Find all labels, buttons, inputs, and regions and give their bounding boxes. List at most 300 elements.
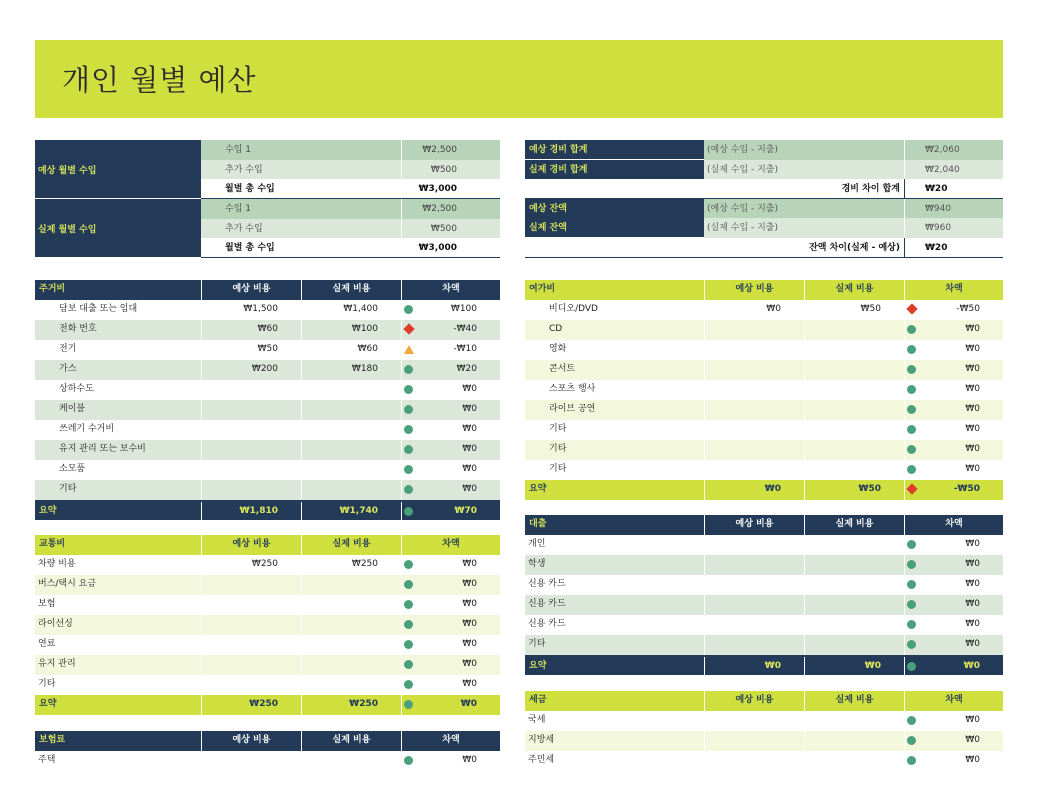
diff-cell <box>904 380 1003 400</box>
table-row <box>35 340 500 360</box>
row-label: 쓰레기 수거비 <box>59 424 115 434</box>
summary-diff-value: ₩0 <box>460 699 477 709</box>
balance-formula: (실제 수입 - 지출) <box>704 218 904 238</box>
status-dot-icon <box>404 507 413 516</box>
row-label: 케이블 <box>59 404 86 414</box>
balance-value[interactable]: ₩940 <box>904 199 1003 219</box>
divider <box>525 257 1003 258</box>
col-header-actual: 실제 비용 <box>804 515 904 535</box>
warning-diamond-icon <box>403 323 414 334</box>
actual-cell[interactable] <box>804 400 904 420</box>
entertainment-header <box>525 280 1003 300</box>
expected-cell[interactable] <box>704 555 804 575</box>
row-label: 담보 대출 또는 임대 <box>59 304 138 314</box>
status-dot-icon <box>907 445 916 454</box>
diff-cell <box>904 575 1003 595</box>
row-label: 기타 <box>38 679 56 689</box>
expected-cell[interactable] <box>704 420 804 440</box>
diff-value: ₩0 <box>965 364 980 374</box>
actual-cell[interactable] <box>804 340 904 360</box>
col-header-category: 대출 <box>529 519 547 529</box>
summary-expected: ₩250 <box>201 695 301 715</box>
expected-cell[interactable]: ₩200 <box>201 360 301 380</box>
expected-cell[interactable] <box>704 340 804 360</box>
balance-formula: (예상 수입 - 지출) <box>704 140 904 160</box>
summary-label: 요약 <box>39 699 57 709</box>
insurance-header <box>35 731 500 751</box>
expected-cell[interactable] <box>704 595 804 615</box>
row-label: 전화 번호 <box>59 324 97 334</box>
row-label: 기타 <box>59 484 77 494</box>
row-label: 지방세 <box>528 735 555 745</box>
table-row <box>525 615 1003 635</box>
table-row <box>35 635 500 655</box>
diff-cell <box>401 460 500 480</box>
diff-cell <box>904 320 1003 340</box>
balance-total-value[interactable]: ₩20 <box>904 179 1003 199</box>
balance-value[interactable]: ₩960 <box>904 218 1003 238</box>
entertainment-table <box>525 280 1003 500</box>
summary-diff-value: ₩0 <box>963 661 980 671</box>
summary-diff <box>904 480 1003 500</box>
status-dot-icon <box>404 756 413 765</box>
diff-cell <box>401 440 500 460</box>
income-value[interactable]: ₩3,000 <box>401 179 500 199</box>
expected-cell[interactable] <box>201 615 301 635</box>
expected-cell[interactable] <box>201 380 301 400</box>
expected-cell[interactable] <box>201 675 301 695</box>
diff-value: -₩50 <box>956 304 980 314</box>
actual-cell[interactable] <box>301 635 401 655</box>
expected-cell[interactable] <box>704 400 804 420</box>
diff-cell <box>401 595 500 615</box>
status-dot-icon <box>907 756 916 765</box>
actual-cell[interactable] <box>804 460 904 480</box>
expected-cell[interactable]: ₩0 <box>704 300 804 320</box>
income-label: 추가 수입 <box>201 219 401 239</box>
status-dot-icon <box>404 560 413 569</box>
col-header-category: 보험료 <box>39 735 66 745</box>
expected-cell[interactable] <box>201 751 301 771</box>
table-row <box>35 360 500 380</box>
expected-cell[interactable] <box>704 380 804 400</box>
summary-label: 요약 <box>39 506 57 516</box>
diff-cell <box>401 340 500 360</box>
actual-cell[interactable] <box>804 595 904 615</box>
diff-value: ₩20 <box>456 364 477 374</box>
actual-cell[interactable]: ₩60 <box>301 340 401 360</box>
row-label: 기타 <box>549 464 567 474</box>
expected-cell[interactable] <box>704 635 804 655</box>
actual-cell[interactable]: ₩1,400 <box>301 300 401 320</box>
status-dot-icon <box>404 465 413 474</box>
diff-value: ₩0 <box>462 619 477 629</box>
col-header-actual: 실제 비용 <box>301 535 401 555</box>
expected-cell[interactable] <box>704 711 804 731</box>
diff-value: ₩0 <box>965 444 980 454</box>
status-dot-icon <box>404 620 413 629</box>
balance-total-label: 경비 차이 합계 <box>525 179 904 199</box>
expected-cell[interactable] <box>704 460 804 480</box>
row-label: 영화 <box>549 344 567 354</box>
summary-actual: ₩1,740 <box>301 502 401 520</box>
table-row <box>35 460 500 480</box>
income-value[interactable]: ₩3,000 <box>401 238 500 258</box>
diff-cell <box>401 575 500 595</box>
table-row <box>35 655 500 675</box>
diff-value: ₩0 <box>965 715 980 725</box>
warning-diamond-icon <box>906 303 917 314</box>
table-row <box>35 555 500 575</box>
row-label: 유지 관리 <box>38 659 76 669</box>
income-value[interactable]: ₩2,500 <box>401 199 500 219</box>
status-dot-icon <box>404 640 413 649</box>
row-label: 라이브 공연 <box>549 404 596 414</box>
row-label: 소모품 <box>59 464 86 474</box>
expected-cell[interactable] <box>201 420 301 440</box>
row-label: 라이선싱 <box>38 619 73 629</box>
actual-income-row <box>201 238 500 258</box>
table-row <box>525 555 1003 575</box>
diff-cell <box>401 420 500 440</box>
status-dot-icon <box>404 445 413 454</box>
diff-cell <box>401 555 500 575</box>
income-value[interactable]: ₩500 <box>401 160 500 180</box>
expected-cell[interactable] <box>704 731 804 751</box>
actual-cell[interactable] <box>804 320 904 340</box>
income-label: 추가 수입 <box>201 160 401 180</box>
diff-value: ₩0 <box>462 404 477 414</box>
actual-cell[interactable]: ₩100 <box>301 320 401 340</box>
diff-cell <box>904 300 1003 320</box>
summary-label: 요약 <box>529 484 547 494</box>
diff-value: ₩100 <box>450 304 477 314</box>
table-row <box>525 440 1003 460</box>
table-row <box>525 420 1003 440</box>
expected-cell[interactable] <box>201 440 301 460</box>
actual-cell[interactable] <box>301 575 401 595</box>
status-dot-icon <box>907 325 916 334</box>
status-dot-icon <box>404 660 413 669</box>
actual-cell[interactable] <box>301 615 401 635</box>
row-label: 기타 <box>549 444 567 454</box>
diff-cell <box>401 320 500 340</box>
actual-cell[interactable] <box>804 380 904 400</box>
status-dot-icon <box>907 736 916 745</box>
col-header-diff: 차액 <box>904 280 1003 300</box>
col-header-diff: 차액 <box>904 691 1003 711</box>
income-summary <box>35 140 500 258</box>
row-label: 가스 <box>59 364 77 374</box>
col-header-expected: 예상 비용 <box>201 535 301 555</box>
actual-cell[interactable] <box>804 440 904 460</box>
row-label: 기타 <box>549 424 567 434</box>
table-row <box>525 595 1003 615</box>
actual-cell[interactable] <box>804 731 904 751</box>
status-dot-icon <box>907 385 916 394</box>
col-header-diff: 차액 <box>401 535 500 555</box>
actual-cell[interactable] <box>804 555 904 575</box>
balance-total-value[interactable]: ₩20 <box>904 238 1003 258</box>
transport-header <box>35 535 500 555</box>
status-dot-icon <box>907 560 916 569</box>
diff-value: ₩0 <box>462 384 477 394</box>
diff-cell <box>904 360 1003 380</box>
status-dot-icon <box>907 365 916 374</box>
loans-summary-row <box>525 655 1003 675</box>
balance-label: 예상 경비 합계 <box>525 140 704 160</box>
expected-income-row <box>201 179 500 199</box>
expected-cell[interactable] <box>704 751 804 771</box>
expected-cell[interactable] <box>704 320 804 340</box>
table-row <box>525 731 1003 751</box>
expected-income-row <box>201 160 500 180</box>
actual-cell[interactable] <box>301 380 401 400</box>
diff-value: ₩0 <box>462 484 477 494</box>
table-row <box>525 360 1003 380</box>
diff-value: -₩10 <box>453 344 477 354</box>
row-label: 보험 <box>38 599 56 609</box>
actual-cell[interactable] <box>301 480 401 500</box>
diff-value: ₩0 <box>965 464 980 474</box>
actual-cell[interactable] <box>301 675 401 695</box>
row-label: 기타 <box>528 639 546 649</box>
balance-label: 실제 잔액 <box>525 218 704 238</box>
balance-total-label: 잔액 차이(실제 - 예상) <box>525 238 904 258</box>
balance-row <box>525 160 1003 180</box>
diff-value: ₩0 <box>462 599 477 609</box>
income-label: 월별 총 수입 <box>201 179 401 199</box>
balance-label: 예상 잔액 <box>525 199 704 219</box>
diff-value: ₩0 <box>462 559 477 569</box>
diff-value: ₩0 <box>965 579 980 589</box>
col-header-diff: 차액 <box>401 731 500 751</box>
housing-summary-row <box>35 500 500 520</box>
diff-cell <box>904 615 1003 635</box>
row-label: 신용 카드 <box>528 579 566 589</box>
diff-cell <box>401 360 500 380</box>
actual-cell[interactable] <box>804 615 904 635</box>
status-dot-icon <box>404 405 413 414</box>
col-header-expected: 예상 비용 <box>201 280 301 300</box>
expected-income-row <box>201 140 500 160</box>
income-value[interactable]: ₩500 <box>401 219 500 239</box>
taxes-table <box>525 691 1003 771</box>
balance-row <box>525 179 1003 199</box>
diff-cell <box>401 480 500 500</box>
actual-cell[interactable] <box>804 575 904 595</box>
expected-cell[interactable] <box>704 575 804 595</box>
status-dot-icon <box>404 485 413 494</box>
row-label: 차량 비용 <box>38 559 76 569</box>
row-label: 스포츠 행사 <box>549 384 596 394</box>
actual-cell[interactable] <box>804 420 904 440</box>
table-row <box>35 400 500 420</box>
diff-cell <box>904 635 1003 655</box>
diff-cell <box>401 655 500 675</box>
col-header-category: 주거비 <box>39 284 66 294</box>
summary-actual: ₩0 <box>804 657 904 675</box>
diff-value: ₩0 <box>965 619 980 629</box>
income-label: 월별 총 수입 <box>201 238 401 258</box>
table-row <box>35 595 500 615</box>
expected-cell[interactable] <box>201 460 301 480</box>
caution-triangle-icon <box>404 345 414 354</box>
table-row <box>525 535 1003 555</box>
balance-row <box>525 238 1003 258</box>
table-row <box>525 751 1003 771</box>
status-dot-icon <box>907 716 916 725</box>
expected-cell[interactable] <box>201 400 301 420</box>
taxes-header <box>525 691 1003 711</box>
table-row <box>35 615 500 635</box>
table-row <box>35 440 500 460</box>
expected-cell[interactable] <box>704 535 804 555</box>
table-row <box>35 575 500 595</box>
diff-value: ₩0 <box>965 404 980 414</box>
actual-cell[interactable] <box>301 440 401 460</box>
summary-actual: ₩250 <box>301 695 401 715</box>
diff-cell <box>904 340 1003 360</box>
table-row <box>525 575 1003 595</box>
diff-value: ₩0 <box>965 639 980 649</box>
expected-cell[interactable] <box>704 360 804 380</box>
summary-expected: ₩1,810 <box>201 502 301 520</box>
balance-value[interactable]: ₩2,060 <box>904 140 1003 160</box>
col-header-category: 여가비 <box>529 284 556 294</box>
col-header-diff: 차액 <box>401 280 500 300</box>
expected-cell[interactable] <box>201 575 301 595</box>
diff-cell <box>904 751 1003 771</box>
row-label: 신용 카드 <box>528 619 566 629</box>
balance-value[interactable]: ₩2,040 <box>904 160 1003 180</box>
diff-value: ₩0 <box>462 679 477 689</box>
actual-cell[interactable]: ₩180 <box>301 360 401 380</box>
status-dot-icon <box>907 425 916 434</box>
income-label: 수입 1 <box>201 140 401 160</box>
summary-diff <box>401 695 500 715</box>
diff-cell <box>904 460 1003 480</box>
col-header-actual: 실제 비용 <box>301 731 401 751</box>
row-label: 주택 <box>38 755 56 765</box>
row-label: 학생 <box>528 559 546 569</box>
diff-value: ₩0 <box>462 444 477 454</box>
diff-cell <box>904 711 1003 731</box>
actual-cell[interactable] <box>301 460 401 480</box>
balance-summary <box>525 140 1003 258</box>
diff-value: ₩0 <box>462 639 477 649</box>
title-banner <box>35 40 1003 118</box>
actual-cell[interactable]: ₩250 <box>301 555 401 575</box>
expected-cell[interactable] <box>704 440 804 460</box>
summary-actual: ₩50 <box>804 480 904 500</box>
diff-cell <box>904 400 1003 420</box>
diff-value: ₩0 <box>965 735 980 745</box>
balance-row <box>525 140 1003 160</box>
diff-value: ₩0 <box>965 424 980 434</box>
expected-cell[interactable] <box>201 480 301 500</box>
diff-value: ₩0 <box>965 599 980 609</box>
status-dot-icon <box>404 365 413 374</box>
income-value[interactable]: ₩2,500 <box>401 140 500 160</box>
row-label: 개인 <box>528 539 546 549</box>
status-dot-icon <box>907 345 916 354</box>
expected-cell[interactable]: ₩50 <box>201 340 301 360</box>
summary-label: 요약 <box>529 661 547 671</box>
actual-cell[interactable] <box>301 400 401 420</box>
row-label: 버스/택시 요금 <box>38 579 97 589</box>
expected-cell[interactable] <box>704 615 804 635</box>
diff-value: ₩0 <box>965 324 980 334</box>
col-header-actual: 실제 비용 <box>301 280 401 300</box>
status-dot-icon <box>907 465 916 474</box>
expected-cell[interactable]: ₩60 <box>201 320 301 340</box>
actual-cell[interactable] <box>804 751 904 771</box>
expected-cell[interactable] <box>201 655 301 675</box>
summary-diff-value: ₩70 <box>454 506 477 516</box>
expected-cell[interactable]: ₩250 <box>201 555 301 575</box>
row-label: 국세 <box>528 715 546 725</box>
col-header-expected: 예상 비용 <box>201 731 301 751</box>
income-label: 수입 1 <box>201 199 401 219</box>
actual-cell[interactable] <box>301 751 401 771</box>
actual-income-row <box>201 199 500 219</box>
actual-cell[interactable] <box>804 635 904 655</box>
actual-cell[interactable] <box>804 535 904 555</box>
status-dot-icon <box>907 662 916 671</box>
housing-header <box>35 280 500 300</box>
table-row <box>35 300 500 320</box>
row-label: 유지 관리 또는 보수비 <box>59 444 146 454</box>
table-row <box>525 300 1003 320</box>
actual-cell[interactable] <box>804 711 904 731</box>
diff-cell <box>904 535 1003 555</box>
row-label: 비디오/DVD <box>549 304 598 314</box>
diff-value: ₩0 <box>462 464 477 474</box>
col-header-category: 교통비 <box>39 539 66 549</box>
diff-cell <box>401 751 500 771</box>
status-dot-icon <box>404 580 413 589</box>
actual-cell[interactable]: ₩50 <box>804 300 904 320</box>
status-dot-icon <box>404 385 413 394</box>
row-label: 주민세 <box>528 755 555 765</box>
summary-diff <box>401 502 500 520</box>
actual-cell[interactable] <box>804 360 904 380</box>
table-row <box>525 380 1003 400</box>
actual-income-row <box>201 219 500 239</box>
actual-cell[interactable] <box>301 655 401 675</box>
actual-cell[interactable] <box>301 595 401 615</box>
diff-cell <box>401 615 500 635</box>
expected-cell[interactable]: ₩1,500 <box>201 300 301 320</box>
actual-cell[interactable] <box>301 420 401 440</box>
row-label: 전기 <box>59 344 77 354</box>
expected-cell[interactable] <box>201 595 301 615</box>
diff-cell <box>904 555 1003 575</box>
status-dot-icon <box>404 600 413 609</box>
row-label: 신용 카드 <box>528 599 566 609</box>
table-row <box>525 711 1003 731</box>
table-row <box>35 420 500 440</box>
col-header-actual: 실제 비용 <box>804 280 904 300</box>
col-header-expected: 예상 비용 <box>704 280 804 300</box>
diff-value: ₩0 <box>462 424 477 434</box>
expected-cell[interactable] <box>201 635 301 655</box>
diff-cell <box>401 300 500 320</box>
table-row <box>35 480 500 500</box>
diff-cell <box>401 400 500 420</box>
diff-cell <box>904 420 1003 440</box>
